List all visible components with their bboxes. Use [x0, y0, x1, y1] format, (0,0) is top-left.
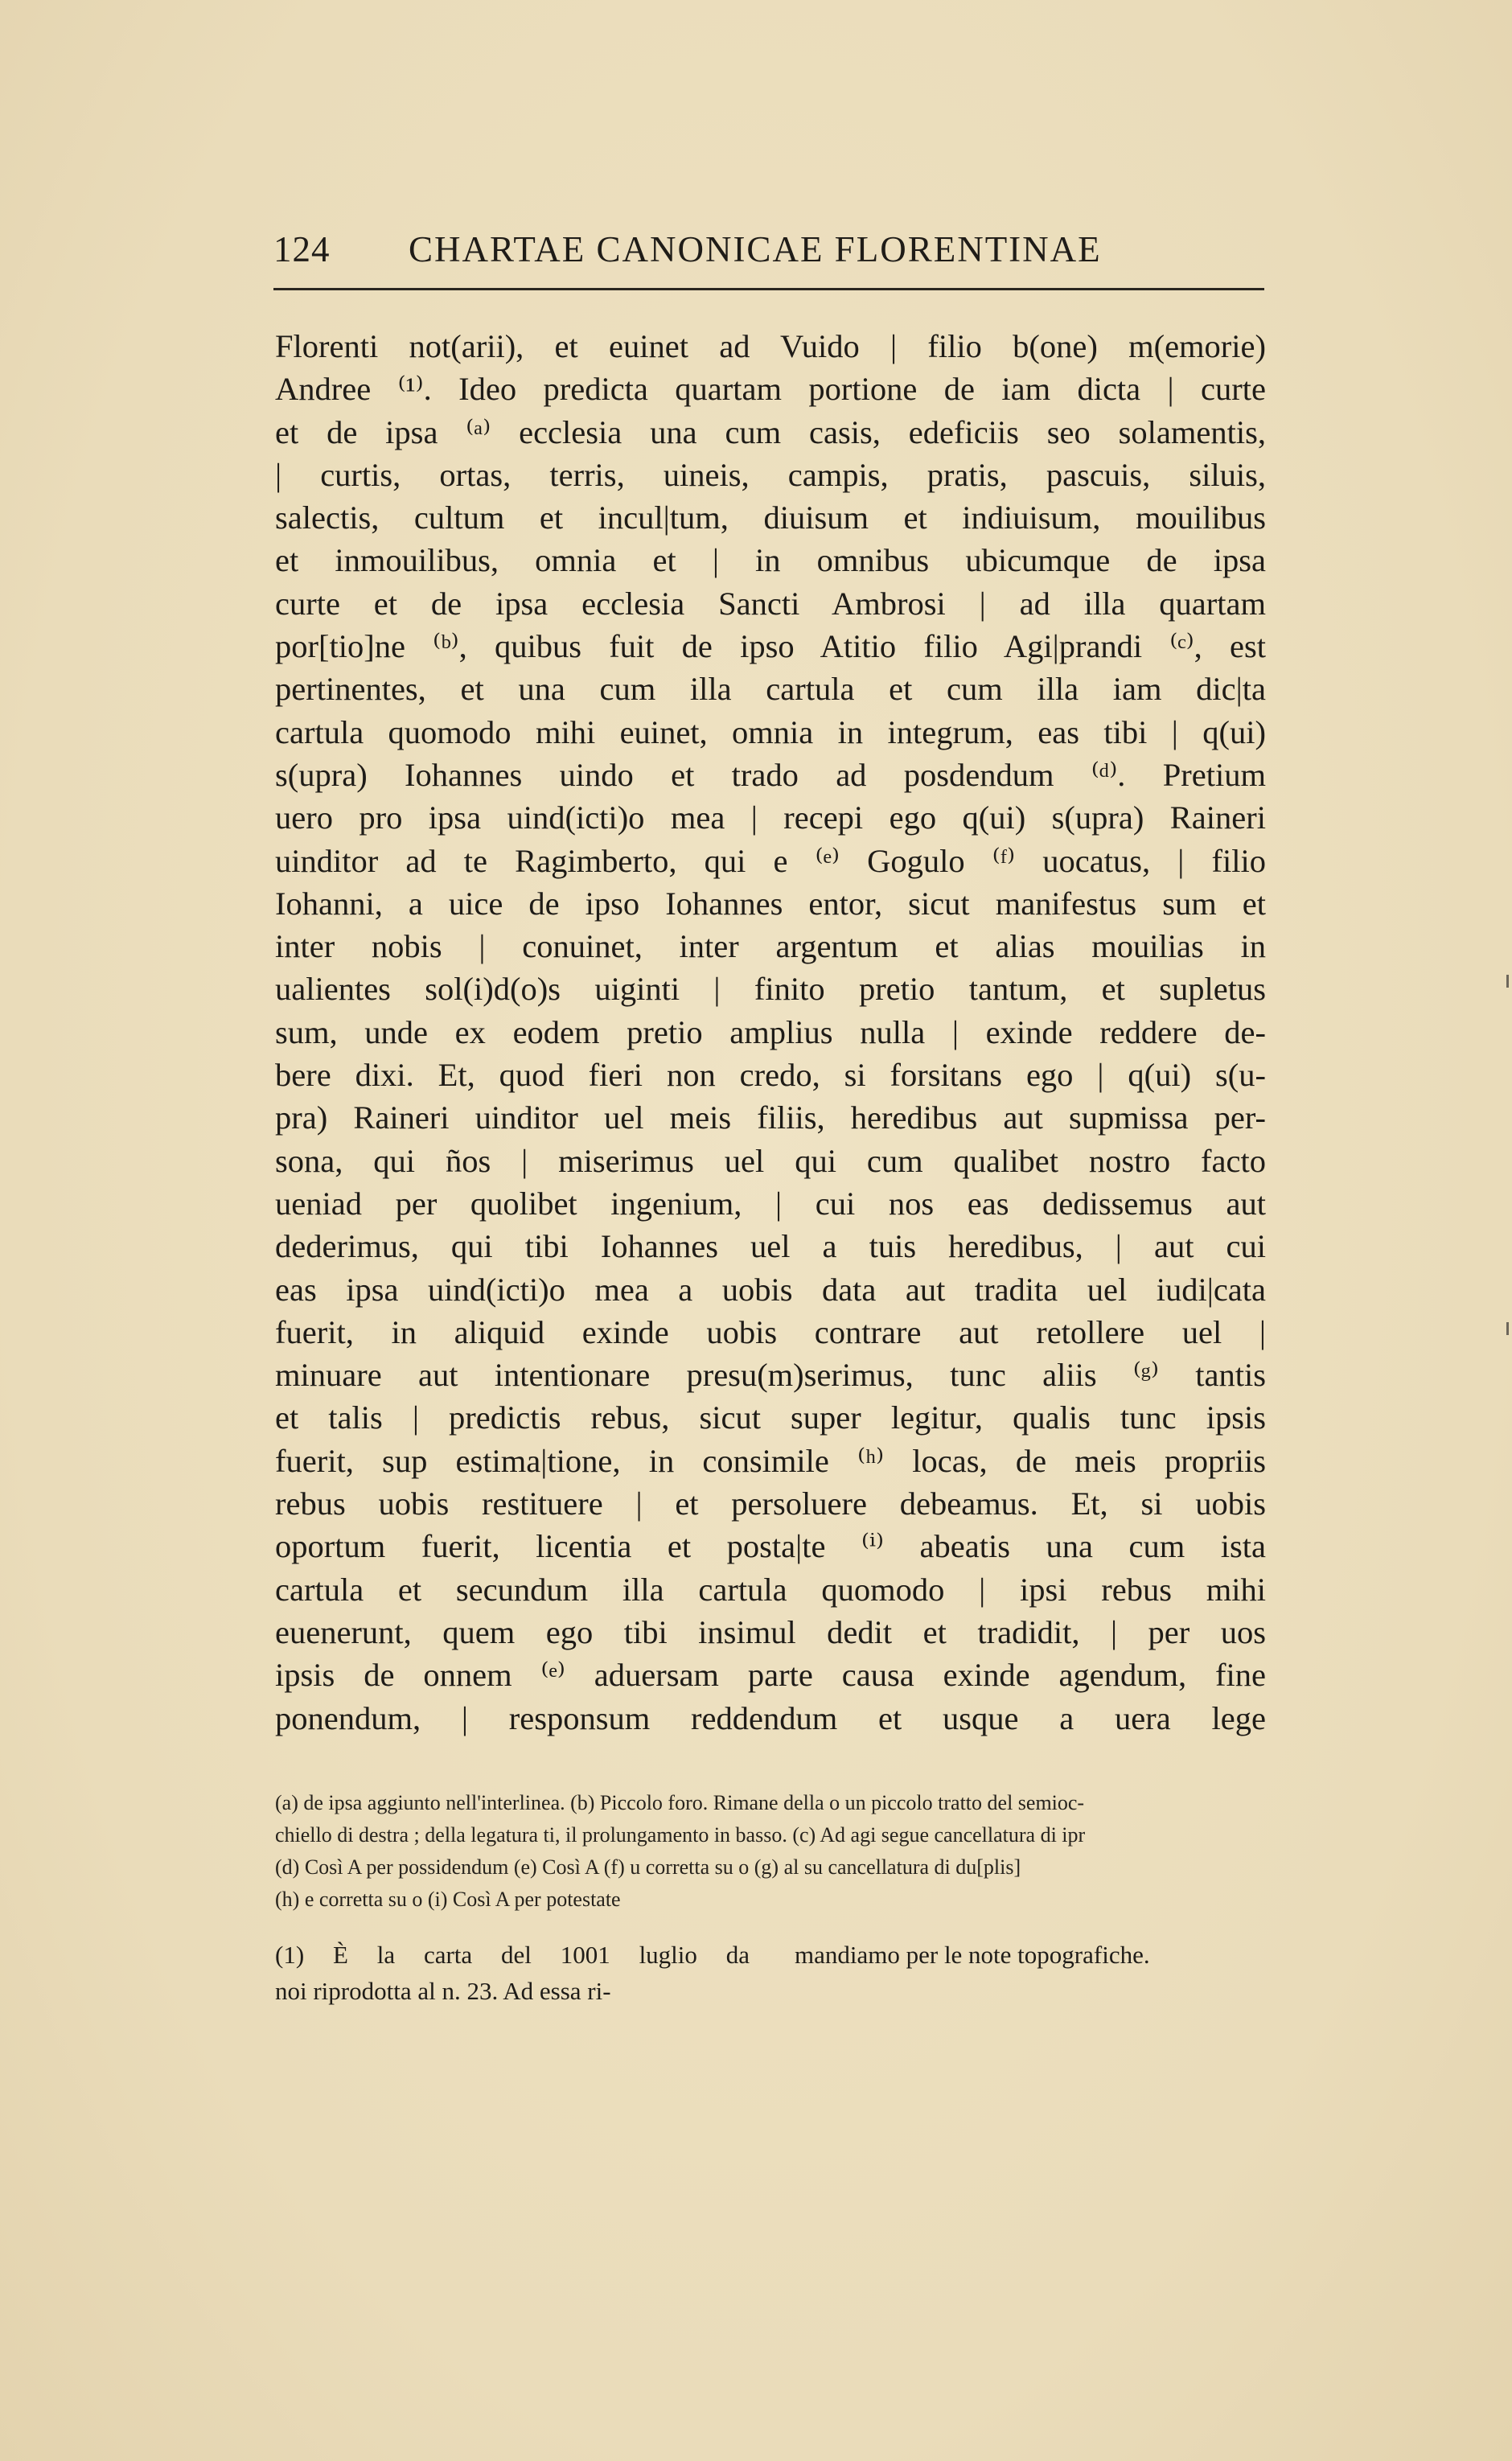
- margin-mark: [1506, 975, 1509, 988]
- text-line: Iohanni, a uice de ipso Iohannes entor, sicut manifestus sum et: [275, 885, 1266, 922]
- text-line: oportum fuerit, licentia et posta|te ⁽ⁱ⁾ abeatis una cum ista: [275, 1528, 1266, 1565]
- apparatus-line: chiello di destra ; della legatura ti, il prolungamento in basso. (c) Ad agi segue cancellatura di ipr: [275, 1823, 1086, 1847]
- page-number: 124: [273, 229, 331, 269]
- text-line: fuerit, in aliquid exinde uobis contrare aut retollere uel |: [275, 1313, 1266, 1350]
- text-line: pra) Raineri uinditor uel meis filiis, heredibus aut supmissa per-: [275, 1099, 1266, 1136]
- critical-apparatus: [275, 1787, 1266, 1916]
- header-rule: [273, 288, 1264, 290]
- apparatus-line: (d) Così A per possidendum (e) Così A (f) u corretta su o (g) al su cancellatura di du[plis]: [275, 1855, 1021, 1879]
- text-line: inter nobis | conuinet, inter argentum et alias mouilias in: [275, 928, 1266, 965]
- charter-text: [275, 325, 1266, 1740]
- apparatus-line: (h) e corretta su o (i) Così A per potestate: [275, 1888, 621, 1911]
- text-line: Florenti not(arii), et euinet ad Vuido | filio b(one) m(emorie): [275, 328, 1266, 364]
- editorial-notes: [275, 1937, 1266, 2017]
- text-line: salectis, cultum et incul|tum, diuisum et indiuisum, mouilibus: [275, 499, 1266, 536]
- text-line: sona, qui ños | miserimus uel qui cum qualibet nostro facto: [275, 1142, 1266, 1179]
- note-line: (1) È la carta del 1001 luglio da: [275, 1941, 750, 1969]
- text-line: por[tio]ne ⁽ᵇ⁾, quibus fuit de ipso Atitio filio Agi|prandi ⁽ᶜ⁾, est: [275, 628, 1266, 665]
- notes-column-right: [795, 1937, 1269, 1973]
- notes-column-left: [275, 1937, 750, 2009]
- text-line: ponendum, | responsum reddendum et usque a uera lege: [275, 1699, 1266, 1736]
- margin-mark: [1506, 1322, 1509, 1335]
- running-header: [273, 228, 1264, 293]
- text-line: uinditor ad te Ragimberto, qui e ⁽ᵉ⁾ Gogulo ⁽ᶠ⁾ uocatus, | filio: [275, 842, 1266, 879]
- text-line: pertinentes, et una cum illa cartula et cum illa iam dic|ta: [275, 671, 1266, 708]
- text-line: Andree ⁽¹⁾. Ideo predicta quartam portione de iam dicta | curte: [275, 371, 1266, 408]
- text-line: rebus uobis restituere | et persoluere debeamus. Et, si uobis: [275, 1485, 1266, 1522]
- running-title: CHARTAE CANONICAE FLORENTINAE: [409, 229, 1102, 269]
- text-line: s(upra) Iohannes uindo et trado ad posdendum ⁽ᵈ⁾. Pretium: [275, 756, 1266, 793]
- apparatus-line: (a) de ipsa aggiunto nell'interlinea. (b) Piccolo foro. Rimane della o un piccolo tratto del semioc-: [275, 1791, 1085, 1814]
- text-line: euenerunt, quem ego tibi insimul dedit et tradidit, | per uos: [275, 1613, 1266, 1650]
- text-line: fuerit, sup estima|tione, in consimile ⁽ʰ⁾ locas, de meis propriis: [275, 1442, 1266, 1479]
- text-line: eas ipsa uind(icti)o mea a uobis data aut tradita uel iudi|cata: [275, 1271, 1266, 1308]
- text-line: curte et de ipsa ecclesia Sancti Ambrosi | ad illa quartam: [275, 585, 1266, 622]
- text-line: cartula et secundum illa cartula quomodo | ipsi rebus mihi: [275, 1571, 1266, 1608]
- text-line: minuare aut intentionare presu(m)serimus, tunc aliis ⁽ᵍ⁾ tantis: [275, 1357, 1266, 1394]
- text-line: ueniad per quolibet ingenium, | cui nos eas dedissemus aut: [275, 1185, 1266, 1222]
- text-line: et talis | predictis rebus, sicut super legitur, qualis tunc ipsis: [275, 1399, 1266, 1436]
- text-line: ipsis de onnem ⁽ᵉ⁾ aduersam parte causa exinde agendum, fine: [275, 1657, 1266, 1694]
- text-line: sum, unde ex eodem pretio amplius nulla | exinde reddere de-: [275, 1013, 1266, 1050]
- text-line: et de ipsa ⁽ᵃ⁾ ecclesia una cum casis, edeficiis seo solamentis,: [275, 413, 1266, 450]
- text-line: uero pro ipsa uind(icti)o mea | recepi ego q(ui) s(upra) Raineri: [275, 799, 1266, 836]
- text-line: ualientes sol(i)d(o)s uiginti | finito pretio tantum, et supletus: [275, 971, 1266, 1008]
- text-line: | curtis, ortas, terris, uineis, campis, pratis, pascuis, siluis,: [275, 456, 1266, 493]
- note-line: noi riprodotta al n. 23. Ad essa ri-: [275, 1977, 611, 2005]
- text-line: et inmouilibus, omnia et | in omnibus ubicumque de ipsa: [275, 542, 1266, 579]
- text-line: bere dixi. Et, quod fieri non credo, si forsitans ego | q(ui) s(u-: [275, 1057, 1266, 1094]
- text-line: dederimus, qui tibi Iohannes uel a tuis heredibus, | aut cui: [275, 1228, 1266, 1265]
- note-line: mandiamo per le note topografiche.: [795, 1941, 1150, 1969]
- text-line: cartula quomodo mihi euinet, omnia in integrum, eas tibi | q(ui): [275, 713, 1266, 750]
